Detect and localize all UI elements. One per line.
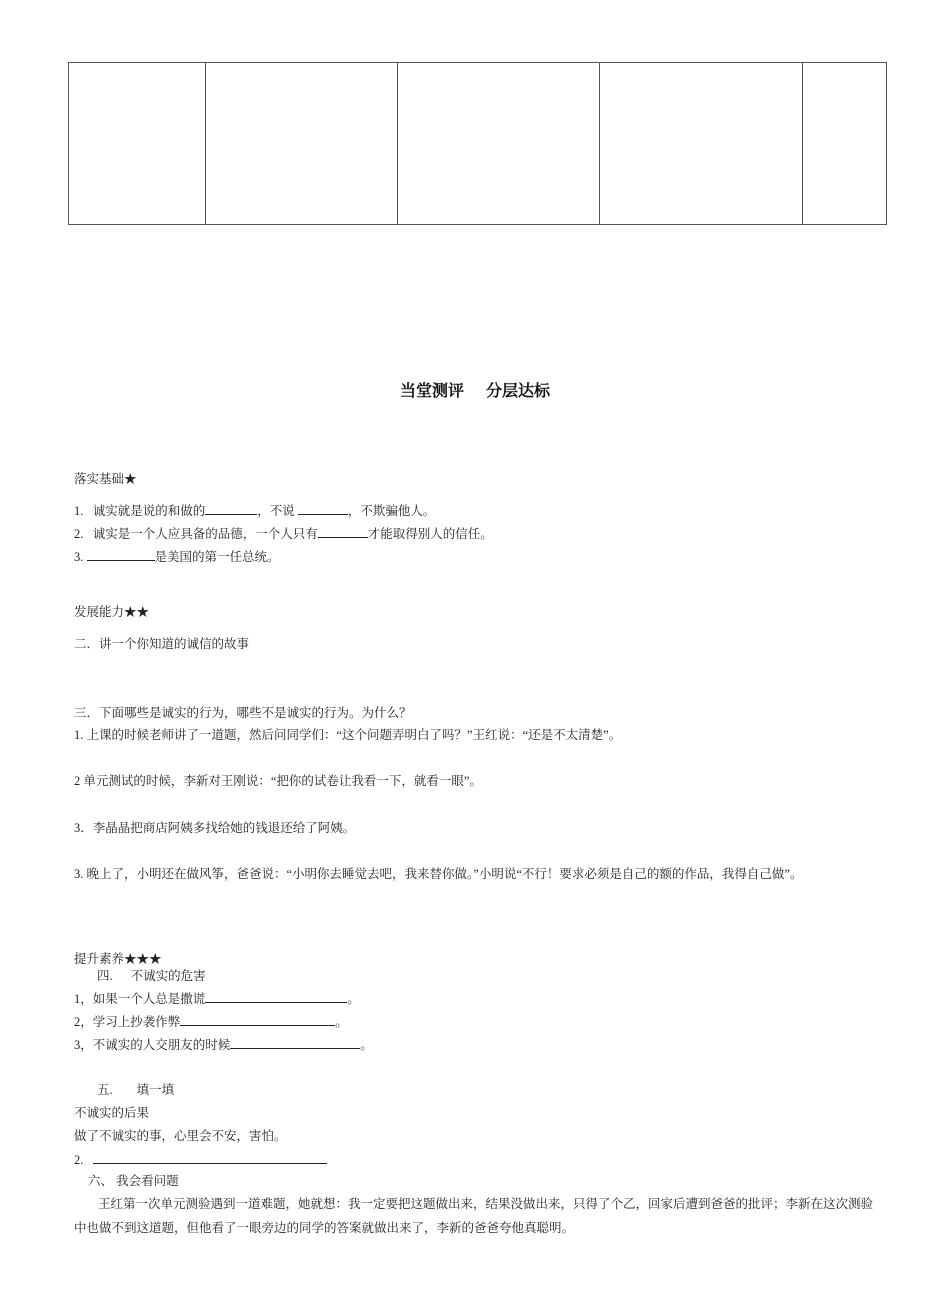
fill-blank[interactable]	[205, 502, 257, 515]
question-number: 1.	[74, 504, 84, 518]
fill-blank[interactable]	[205, 990, 347, 1003]
question-number: 3.	[74, 550, 84, 564]
list-item	[74, 1036, 373, 1053]
question-5-heading	[97, 1082, 174, 1098]
question-text: 才能取得别人的信任。	[367, 527, 493, 541]
fill-blank[interactable]	[87, 548, 155, 561]
question-text: 是美国的第一任总统。	[154, 550, 280, 564]
list-item: 1. 上课的时候老师讲了一道题，然后问同学们：“这个问题弄明白了吗？”王红说：“还是不太清楚”。	[74, 728, 622, 742]
fill-blank[interactable]	[298, 502, 348, 515]
fill-blank[interactable]	[93, 1151, 327, 1164]
ability-question-2: 二．讲一个你知道的诚信的故事	[74, 637, 250, 651]
basics-question-1	[74, 502, 435, 519]
basics-question-3	[74, 548, 280, 565]
item-text: 。	[335, 1015, 348, 1029]
item-text: 3，不诚实的人交朋友的时候	[74, 1038, 231, 1052]
section-title-left: 当堂测评	[399, 381, 464, 400]
q5-line-1: 不诚实的后果	[74, 1106, 150, 1120]
question-text: ，不欺骗他人。	[347, 504, 436, 518]
item-text: 。	[347, 992, 360, 1006]
question-text: ，不说	[257, 504, 295, 518]
question-text: 诚实就是说的和做的	[92, 504, 206, 518]
fill-blank[interactable]	[180, 1013, 335, 1026]
fill-blank[interactable]	[230, 1036, 360, 1049]
table-cell	[69, 63, 206, 225]
question-4-heading	[97, 968, 206, 984]
section-title-right: 分层达标	[486, 381, 551, 400]
question-number: 2.	[74, 527, 84, 541]
table-cell	[803, 63, 887, 225]
list-item: 3. 晚上了，小明还在做风筝，爸爸说：“小明你去睡觉去吧，我来替你做。”小明说“不行！要求必须是自己的额的作品，我得自己做”。	[74, 867, 803, 881]
item-text: 2，学习上抄袭作弊	[74, 1015, 181, 1029]
q6-paragraph: 王红第一次单元测验遇到一道难题，她就想：我一定要把这题做出来，结果没做出来，只得了个乙，回家后遭到爸爸的批评；李新在这次测验中也做不到这道题，但他看了一眼旁边的同学的答案就做出来了，李新的爸爸夸他真聪明。	[74, 1197, 874, 1235]
question-number: 四.	[97, 969, 113, 983]
list-item	[74, 1013, 348, 1030]
question-text: 诚实是一个人应具备的品德，一个人只有	[92, 527, 318, 541]
table-row	[69, 63, 887, 225]
table-cell	[206, 63, 398, 225]
table-cell	[398, 63, 600, 225]
basics-heading: 落实基础★	[74, 472, 137, 486]
fill-blank[interactable]	[318, 525, 368, 538]
item-text: 1，如果一个人总是撒谎	[74, 992, 206, 1006]
empty-table	[68, 62, 887, 225]
question-title: 填一填	[136, 1083, 175, 1097]
item-text: 。	[360, 1038, 373, 1052]
table-cell	[600, 63, 803, 225]
list-item: 2 单元测试的时候，李新对王刚说：“把你的试卷让我看一下，就看一眼”。	[74, 774, 482, 788]
section-title	[0, 378, 950, 401]
question-title: 不诚实的危害	[130, 969, 206, 983]
q5-line-2: 做了不诚实的事，心里会不安，害怕。	[74, 1129, 287, 1143]
list-item	[74, 990, 360, 1007]
list-item: 3．李晶晶把商店阿姨多找给她的钱退还给了阿姨。	[74, 821, 356, 835]
ability-heading: 发展能力★★	[74, 605, 150, 619]
question-number: 2.	[74, 1153, 84, 1167]
question-6-heading: 六、 我会看问题	[88, 1174, 179, 1188]
basics-question-2	[74, 525, 493, 542]
literacy-heading: 提升素养★★★	[74, 952, 162, 966]
ability-question-3: 三．下面哪些是诚实的行为，哪些不是诚实的行为。为什么？	[74, 706, 412, 720]
question-number: 五.	[97, 1083, 113, 1097]
q5-line-3	[74, 1151, 327, 1168]
